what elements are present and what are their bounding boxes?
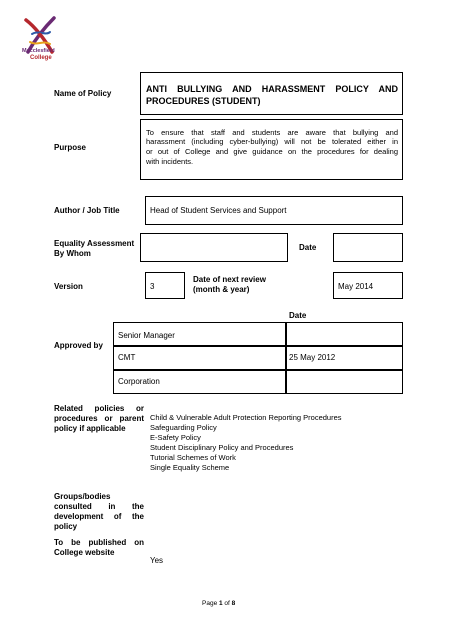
page-total: 8 [231, 600, 236, 607]
related-label-line1: Related policies or [54, 404, 144, 413]
related-label-line3: policy if applicable [54, 424, 126, 433]
approver-row-2-date: 25 May 2012 [289, 353, 336, 362]
version-label: Version [54, 282, 83, 291]
approver-row-3-date-box [286, 370, 403, 394]
related-item: Child & Vulnerable Adult Protection Reporting Procedures [150, 413, 342, 422]
page-prefix: Page [202, 600, 219, 607]
logo-text-line1: Macclesfield [22, 48, 55, 54]
approver-row-3-name: Corporation [118, 377, 160, 386]
approver-row-2-name-box [113, 346, 286, 370]
purpose-line2: harassment (including cyber-bullying) will not be tolerated either in [146, 137, 398, 146]
groups-label-line1: Groups/bodies [54, 492, 111, 501]
purpose-label: Purpose [54, 143, 87, 152]
logo-text-line2: College [30, 55, 52, 61]
groups-label-line4: policy [54, 522, 78, 531]
related-item: Tutorial Schemes of Work [150, 453, 236, 462]
page-number [202, 600, 235, 607]
approver-row-1-name: Senior Manager [118, 331, 175, 340]
page-current: 1 [219, 600, 223, 607]
equality-label-line1: Equality Assessment [54, 239, 135, 248]
equality-date-field [333, 233, 403, 262]
author-value: Head of Student Services and Support [150, 206, 287, 215]
purpose-line4: with incidents. [146, 157, 194, 166]
approver-row-1-date-box [286, 322, 403, 346]
page-of: of [222, 600, 232, 607]
next-review-value: May 2014 [338, 282, 374, 291]
policy-name-line2: PROCEDURES (STUDENT) [146, 96, 261, 106]
publish-label-line1: To be published on [54, 538, 144, 547]
related-item: Single Equality Scheme [150, 463, 230, 472]
purpose-line1: To ensure that staff and students are aware that bullying and [146, 128, 398, 137]
publish-value: Yes [150, 556, 164, 565]
groups-label-line3: development of the [54, 512, 144, 521]
equality-by-field [140, 233, 288, 262]
equality-date-label: Date [299, 243, 317, 252]
related-item: E-Safety Policy [150, 433, 201, 442]
next-review-label-line1: Date of next review [193, 275, 266, 284]
related-label-line2: procedures or parent [54, 414, 144, 423]
approved-by-label: Approved by [54, 341, 103, 350]
name-of-policy-label: Name of Policy [54, 89, 112, 98]
approver-row-2-name: CMT [118, 353, 136, 362]
approved-date-header: Date [289, 311, 307, 320]
author-label: Author / Job Title [54, 206, 120, 215]
publish-label-line2: College website [54, 548, 115, 557]
related-item: Safeguarding Policy [150, 423, 217, 432]
next-review-label-line2: (month & year) [193, 285, 250, 294]
version-value: 3 [150, 282, 155, 291]
purpose-line3: or out of College and give guidance on the procedures for dealing [146, 147, 398, 156]
equality-label-line2: By Whom [54, 249, 91, 258]
policy-name-line1: ANTI BULLYING AND HARASSMENT POLICY AND [146, 84, 398, 94]
groups-label-line2: consulted in the [54, 502, 144, 511]
related-item: Student Disciplinary Policy and Procedures [150, 443, 294, 452]
